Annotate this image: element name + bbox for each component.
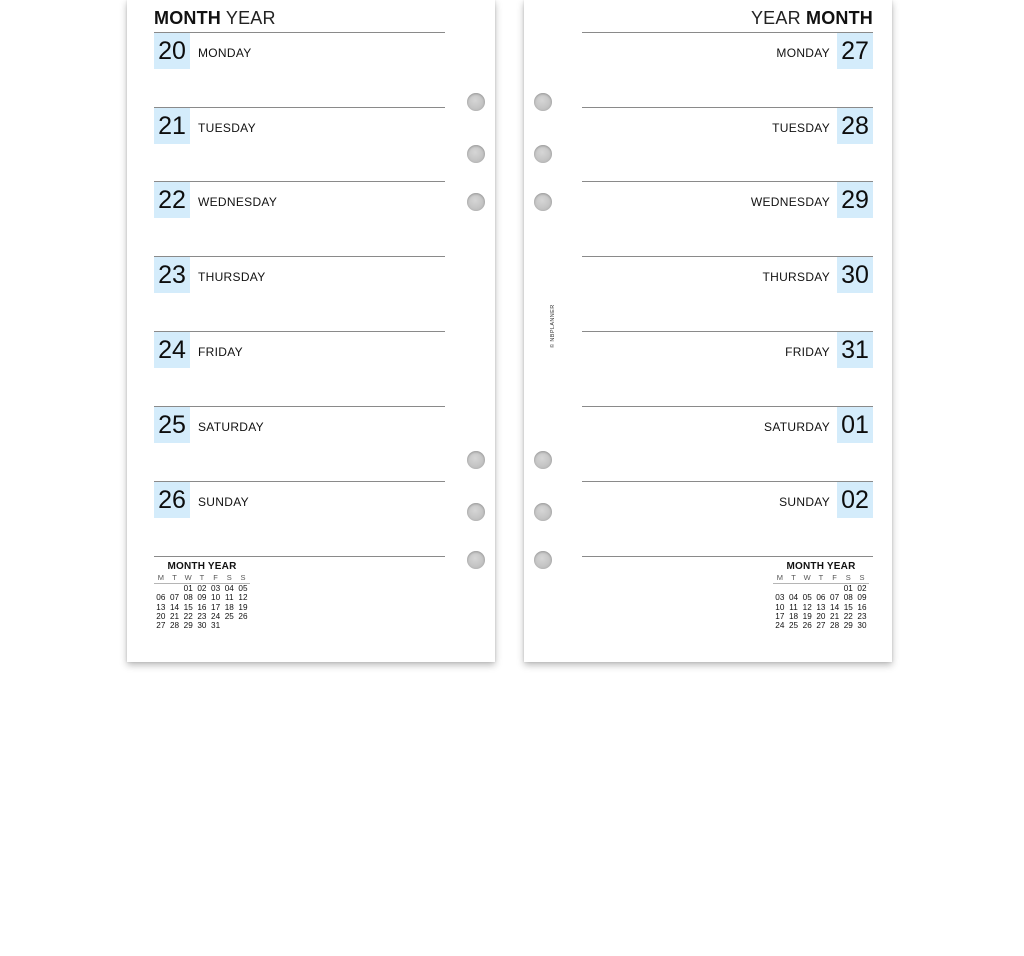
day-divider — [154, 256, 445, 257]
mini-calendar-date: 15 — [843, 602, 853, 612]
weekday-label: W — [184, 573, 192, 582]
mini-calendar-date — [828, 584, 842, 593]
weekday-label: F — [213, 573, 218, 582]
mini-calendar-date: 16 — [197, 602, 207, 612]
mini-calendar-date: 02 — [857, 584, 867, 593]
mini-calendar-date — [787, 584, 801, 593]
mini-calendar-date: 05 — [802, 593, 812, 603]
day-name: WEDNESDAY — [198, 195, 278, 209]
day-name: SATURDAY — [764, 420, 830, 434]
day-divider — [582, 556, 873, 557]
mini-calendar-date: 24 — [211, 611, 221, 621]
mini-calendar-date — [222, 621, 236, 630]
punch-hole — [467, 145, 485, 163]
mini-calendar-date: 14 — [169, 602, 180, 612]
day-number: 24 — [154, 332, 190, 368]
right-title-month: MONTH — [806, 8, 873, 28]
weekday-label: W — [803, 573, 811, 582]
day-number: 02 — [837, 482, 873, 518]
weekday-label: S — [845, 573, 851, 582]
day-name: FRIDAY — [785, 345, 830, 359]
mini-calendar-date: 25 — [788, 621, 799, 631]
mini-calendar-date: 08 — [843, 593, 853, 603]
weekday-label: T — [199, 573, 205, 582]
day-name: TUESDAY — [772, 121, 830, 135]
mini-calendar-date: 19 — [238, 602, 248, 612]
day-name: MONDAY — [776, 46, 830, 60]
weekday-label: T — [818, 573, 824, 582]
mini-calendar-date — [236, 621, 250, 630]
weekday-label: T — [172, 573, 177, 582]
day-name: MONDAY — [198, 46, 252, 60]
day-number: 26 — [154, 482, 190, 518]
day-number: 31 — [837, 332, 873, 368]
mini-calendar — [154, 561, 250, 630]
mini-calendar-date: 04 — [224, 584, 234, 593]
weekday-label: S — [240, 573, 246, 582]
mini-calendar-dates — [154, 584, 250, 630]
day-name: TUESDAY — [198, 121, 256, 135]
left-planner-page — [127, 0, 495, 662]
mini-calendar-date: 03 — [775, 593, 785, 603]
mini-calendar-date: 13 — [156, 602, 166, 612]
mini-calendar-date: 07 — [169, 593, 180, 603]
mini-calendar-date: 09 — [197, 593, 207, 603]
day-divider — [154, 481, 445, 482]
mini-calendar-date: 06 — [156, 593, 166, 603]
punch-hole — [534, 193, 552, 211]
day-name: FRIDAY — [198, 345, 243, 359]
mini-calendar-date: 30 — [197, 621, 207, 631]
mini-calendar-date: 25 — [224, 611, 234, 621]
mini-calendar-date: 11 — [789, 602, 798, 612]
mini-calendar-date: 21 — [830, 611, 840, 621]
mini-calendar-date: 20 — [816, 611, 826, 621]
mini-calendar-date: 05 — [238, 584, 248, 593]
mini-calendar — [773, 561, 869, 630]
mini-calendar-date: 10 — [775, 602, 785, 612]
day-divider — [154, 406, 445, 407]
day-divider — [154, 331, 445, 332]
day-name: WEDNESDAY — [750, 195, 830, 209]
day-name: SUNDAY — [198, 495, 249, 509]
mini-calendar-date: 03 — [211, 584, 221, 593]
mini-calendar-date: 02 — [197, 584, 207, 593]
mini-calendar-date: 29 — [183, 621, 193, 631]
mini-calendar-date: 18 — [788, 611, 799, 621]
day-divider — [582, 107, 873, 108]
mini-calendar-date: 27 — [156, 621, 166, 631]
weekday-label: M — [776, 573, 783, 582]
mini-calendar-date — [168, 584, 182, 593]
weekday-label: T — [791, 573, 796, 582]
mini-calendar-date: 17 — [775, 611, 785, 621]
mini-calendar-date: 22 — [183, 611, 193, 621]
day-name: THURSDAY — [762, 270, 830, 284]
day-number: 01 — [837, 407, 873, 443]
day-divider — [154, 107, 445, 108]
mini-calendar-date: 29 — [843, 621, 853, 631]
weekday-label: S — [859, 573, 865, 582]
day-divider — [154, 556, 445, 557]
mini-calendar-date: 28 — [830, 621, 840, 631]
mini-calendar-date: 13 — [816, 602, 826, 612]
copyright-text: © NBPLANNER — [550, 304, 556, 348]
mini-calendar-date: 15 — [183, 602, 193, 612]
mini-calendar-date — [814, 584, 828, 593]
left-title-month: MONTH — [154, 8, 221, 28]
day-number: 28 — [837, 108, 873, 144]
mini-calendar-date: 14 — [830, 602, 840, 612]
day-number: 29 — [837, 182, 873, 218]
day-divider — [582, 481, 873, 482]
mini-calendar-date: 11 — [225, 593, 234, 603]
mini-calendar-date: 01 — [183, 584, 193, 593]
mini-calendar-weekdays — [773, 573, 869, 584]
day-divider — [582, 181, 873, 182]
punch-hole — [467, 193, 485, 211]
left-page-title — [154, 8, 276, 29]
mini-calendar-date: 23 — [197, 611, 207, 621]
punch-hole — [467, 551, 485, 569]
day-divider — [154, 32, 445, 33]
mini-calendar-date: 30 — [857, 621, 867, 631]
mini-calendar-date: 16 — [857, 602, 867, 612]
mini-calendar-title: MONTH YEAR — [167, 561, 237, 572]
mini-calendar-date: 01 — [843, 584, 853, 593]
punch-hole — [467, 451, 485, 469]
punch-hole — [534, 503, 552, 521]
punch-hole — [534, 145, 552, 163]
day-number: 30 — [837, 257, 873, 293]
day-name: THURSDAY — [198, 270, 266, 284]
weekday-label: M — [157, 573, 164, 582]
day-divider — [582, 331, 873, 332]
mini-calendar-date: 09 — [857, 593, 867, 603]
right-page-title — [751, 8, 873, 29]
mini-calendar-date: 12 — [238, 593, 248, 603]
mini-calendar-date: 28 — [169, 621, 180, 631]
day-number: 20 — [154, 33, 190, 69]
mini-calendar-date: 04 — [788, 593, 799, 603]
mini-calendar-date: 17 — [211, 602, 221, 612]
day-name: SATURDAY — [198, 420, 264, 434]
mini-calendar-date: 10 — [211, 593, 221, 603]
mini-calendar-date: 07 — [830, 593, 840, 603]
mini-calendar-date: 26 — [238, 611, 248, 621]
mini-calendar-date: 22 — [843, 611, 853, 621]
mini-calendar-date: 31 — [211, 621, 221, 631]
day-name: SUNDAY — [779, 495, 830, 509]
left-title-year: YEAR — [225, 8, 276, 28]
right-planner-page — [524, 0, 892, 662]
mini-calendar-date: 08 — [183, 593, 193, 603]
mini-calendar-date: 18 — [224, 602, 234, 612]
right-title-year: YEAR — [750, 8, 801, 28]
weekday-label: F — [832, 573, 837, 582]
day-number: 25 — [154, 407, 190, 443]
mini-calendar-date: 06 — [816, 593, 826, 603]
mini-calendar-dates — [773, 584, 869, 630]
day-divider — [582, 32, 873, 33]
mini-calendar-title: MONTH YEAR — [786, 561, 856, 572]
mini-calendar-date: 20 — [156, 611, 166, 621]
weekday-label: S — [226, 573, 232, 582]
mini-calendar-date — [800, 584, 814, 593]
day-divider — [582, 256, 873, 257]
day-divider — [154, 181, 445, 182]
mini-calendar-date: 24 — [775, 621, 785, 631]
day-divider — [582, 406, 873, 407]
mini-calendar-date — [773, 584, 787, 593]
punch-hole — [534, 451, 552, 469]
day-number: 22 — [154, 182, 190, 218]
mini-calendar-date: 26 — [802, 621, 812, 631]
punch-hole — [534, 551, 552, 569]
mini-calendar-date: 27 — [816, 621, 826, 631]
day-number: 21 — [154, 108, 190, 144]
mini-calendar-weekdays — [154, 573, 250, 584]
mini-calendar-date: 12 — [802, 602, 812, 612]
day-number: 23 — [154, 257, 190, 293]
punch-hole — [467, 93, 485, 111]
punch-hole — [534, 93, 552, 111]
mini-calendar-date: 23 — [857, 611, 867, 621]
mini-calendar-date: 21 — [169, 611, 180, 621]
day-number: 27 — [837, 33, 873, 69]
mini-calendar-date — [154, 584, 168, 593]
mini-calendar-date: 19 — [802, 611, 812, 621]
punch-hole — [467, 503, 485, 521]
